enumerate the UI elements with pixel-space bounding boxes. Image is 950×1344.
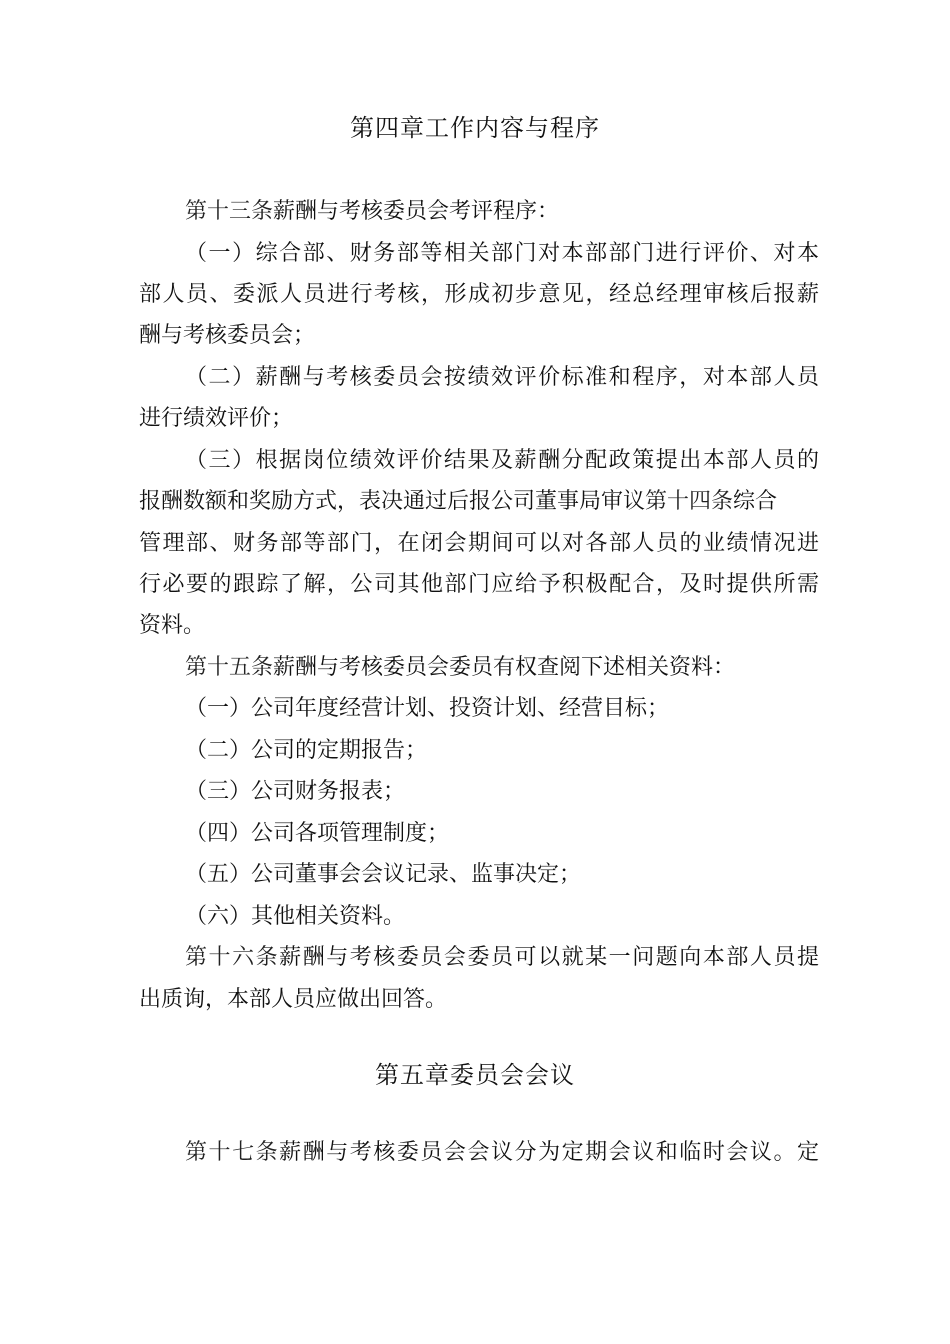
- article-16-line-1-text: 薪酬与考核委员会委员可以就某一问题向本部人员提: [279, 945, 819, 970]
- article-17-line-1: [185, 1139, 819, 1167]
- article-15-intro-text: 薪酬与考核委员会委员有权查阅下述相关资料：: [273, 655, 736, 680]
- article-13-item-1-line-2: 部人员、委派人员进行考核，形成初步意见，经总经理审核后报薪: [139, 282, 819, 307]
- article-13-item-3-line-2: 报酬数额和奖励方式，表决通过后报公司董事局审议: [139, 489, 646, 514]
- article-13-intro: [185, 198, 559, 226]
- article-16-number: 第十六条: [185, 945, 280, 970]
- article-14-line-4: 资料。: [139, 613, 206, 638]
- chapter-5-title: 第五章委员会会议: [375, 1061, 575, 1089]
- article-13-14-mixed-line: [139, 488, 777, 516]
- article-17-number: 第十七条: [185, 1140, 280, 1165]
- article-13-item-1-line-3: 酬与考核委员会；: [139, 323, 316, 348]
- article-13-item-3-line-1: （三）根据岗位绩效评价结果及薪酬分配政策提出本部人员的: [185, 448, 819, 473]
- article-14-line-1-text: 综合: [733, 489, 778, 514]
- article-17-line-1-text: 薪酬与考核委员会会议分为定期会议和临时会议。定: [279, 1140, 819, 1165]
- article-15-item: （五）公司董事会会议记录、监事决定；: [185, 862, 582, 887]
- article-15-item: （四）公司各项管理制度；: [185, 821, 450, 846]
- article-14-line-2: 管理部、财务部等部门，在闭会期间可以对各部人员的业绩情况进: [139, 531, 819, 556]
- article-15-number: 第十五条: [185, 655, 274, 680]
- article-13-item-2-line-2: 进行绩效评价；: [139, 406, 294, 431]
- article-15-item: （一）公司年度经营计划、投资计划、经营目标；: [185, 696, 670, 721]
- article-13-intro-text: 薪酬与考核委员会考评程序：: [273, 199, 560, 224]
- article-15-item: （六）其他相关资料。: [185, 904, 406, 929]
- article-15-item: （二）公司的定期报告；: [185, 738, 428, 763]
- article-14-number: 第十四条: [645, 489, 734, 514]
- article-13-item-1-line-1: （一）综合部、财务部等相关部门对本部部门进行评价、对本: [185, 241, 819, 266]
- article-15-item: （三）公司财务报表；: [185, 779, 406, 804]
- chapter-4-title: 第四章工作内容与程序: [350, 114, 600, 142]
- article-14-line-3: 行必要的跟踪了解，公司其他部门应给予积极配合，及时提供所需: [139, 572, 819, 597]
- article-13-item-2-line-1: （二）薪酬与考核委员会按绩效评价标准和程序，对本部人员: [185, 365, 819, 390]
- article-16-line-2: 出质询，本部人员应做出回答。: [139, 987, 448, 1012]
- article-13-number: 第十三条: [185, 199, 274, 224]
- article-16-line-1: [185, 944, 819, 972]
- article-15-intro: [185, 654, 735, 682]
